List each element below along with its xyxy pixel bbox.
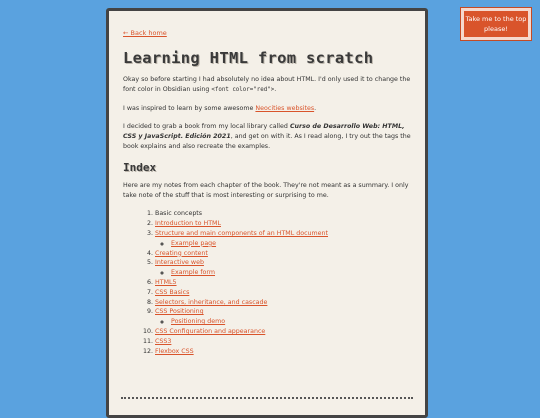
index-item xyxy=(155,307,411,327)
index-link[interactable]: HTML5 xyxy=(155,278,177,286)
index-item xyxy=(155,209,411,219)
index-item xyxy=(155,347,411,357)
intro-text: Okay so before starting I had absolutely no idea about HTML. I'd only used it to change the font color in Obsidian using xyxy=(123,76,411,94)
index-list xyxy=(123,209,411,356)
index-link[interactable]: CSS Configuration and appearance xyxy=(155,327,266,335)
index-sublink[interactable]: Example form xyxy=(171,269,216,277)
intro-text: . xyxy=(274,86,277,94)
index-link[interactable]: Selectors, inheritance, and cascade xyxy=(155,298,268,306)
index-link[interactable]: CSS3 xyxy=(155,337,172,345)
index-item xyxy=(155,337,411,347)
index-label: Basic concepts xyxy=(155,210,203,218)
index-subitem xyxy=(171,268,411,278)
index-link[interactable]: Structure and main components of an HTML document xyxy=(155,229,328,237)
intro-text: I decided to grab a book from my local library called xyxy=(123,122,290,130)
index-subitem xyxy=(171,239,411,249)
neocities-link[interactable]: Neocities websites xyxy=(255,104,315,112)
index-heading: Index xyxy=(123,160,157,174)
index-item xyxy=(155,327,411,337)
index-description: Here are my notes from each chapter of the book. They're not meant as a summary. I only take note of the stuff that is most interesting or surprising to me. xyxy=(123,181,409,200)
index-link[interactable]: CSS Positioning xyxy=(155,308,204,316)
index-sublink[interactable]: Example page xyxy=(171,239,217,247)
index-item xyxy=(155,258,411,278)
index-item xyxy=(155,278,411,288)
page-title: Learning HTML from scratch xyxy=(123,49,374,67)
index-item xyxy=(155,249,411,259)
intro-text: . xyxy=(314,104,317,112)
index-item xyxy=(155,219,411,229)
index-link[interactable]: Interactive web xyxy=(155,259,204,267)
index-item xyxy=(155,229,411,249)
intro-paragraph-3 xyxy=(123,122,411,153)
dotted-divider xyxy=(121,397,413,399)
back-home-link[interactable]: ← Back home xyxy=(123,29,167,37)
back-to-top-button[interactable]: Take me to the top please! xyxy=(461,8,531,40)
index-link[interactable]: Creating content xyxy=(155,249,208,257)
index-sublist xyxy=(155,317,411,327)
book-title: Curso de Desarrollo Web: HTML, CSS y JavaScript. Edición 2021 xyxy=(123,122,405,141)
index-sublist xyxy=(155,268,411,278)
index-subitem xyxy=(171,317,411,327)
index-sublist xyxy=(155,239,411,249)
intro-paragraph-2 xyxy=(123,104,411,114)
index-item xyxy=(155,288,411,298)
intro-paragraph-1 xyxy=(123,75,411,96)
index-link[interactable]: Introduction to HTML xyxy=(155,220,221,228)
index-sublink[interactable]: Positioning demo xyxy=(171,318,226,326)
index-link[interactable]: Flexbox CSS xyxy=(155,347,194,355)
intro-text: I was inspired to learn by some awesome xyxy=(123,104,256,112)
inline-code: <font color="red"> xyxy=(211,87,275,94)
intro-text: , and get on with it. As I read along, I try out the tags the book explains and also recreate the examples. xyxy=(123,133,411,151)
index-link[interactable]: CSS Basics xyxy=(155,288,190,296)
index-item xyxy=(155,298,411,308)
article-card xyxy=(106,8,428,418)
